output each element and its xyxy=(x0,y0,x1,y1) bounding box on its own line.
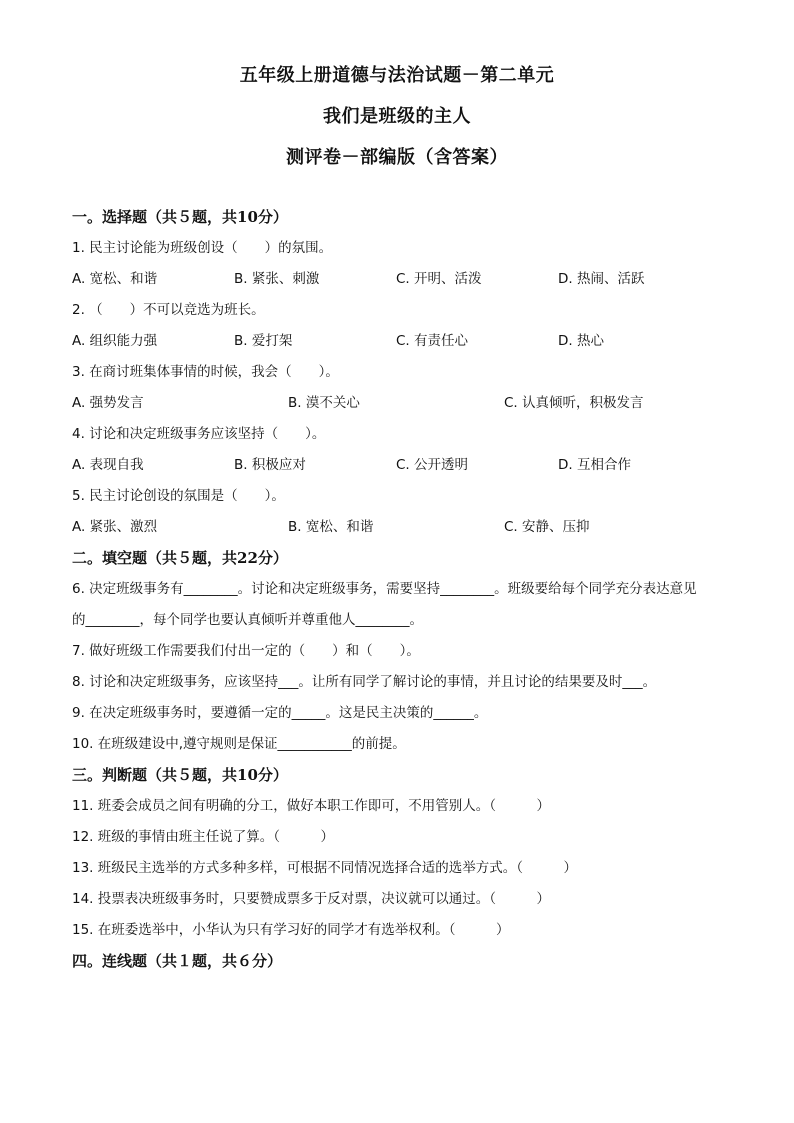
option-c: C. 认真倾听，积极发言 xyxy=(504,395,644,411)
question-8: 8. 讨论和决定班级事务，应该坚持___。让所有同学了解讨论的事情，并且讨论的结果要及时___。 xyxy=(72,674,657,690)
question-6-line-2: 的________，每个同学也要认真倾听并尊重他人________。 xyxy=(72,612,423,628)
option-c: C. 公开透明 xyxy=(396,457,469,473)
option-d: D. 热心 xyxy=(558,333,604,349)
exam-content xyxy=(72,202,722,977)
title-line-2: 我们是班级的主人 xyxy=(323,106,471,127)
option-c: C. 开明、活泼 xyxy=(396,271,482,287)
question-2: 2. （ ）不可以竞选为班长。 xyxy=(72,302,265,318)
option-a: A. 组织能力强 xyxy=(72,333,158,349)
question-12: 12. 班级的事情由班主任说了算。（ ） xyxy=(72,829,335,845)
section-heading-judge: 三。判断题（共５题，共10分） xyxy=(72,766,288,784)
question-1-options xyxy=(72,264,722,295)
option-c: C. 安静、压抑 xyxy=(504,519,590,535)
question-2-options xyxy=(72,326,722,357)
title-block xyxy=(72,0,722,168)
question-1: 1. 民主讨论能为班级创设（ ）的氛围。 xyxy=(72,240,333,256)
option-b: B. 积极应对 xyxy=(234,457,306,473)
option-d: D. 热闹、活跃 xyxy=(558,271,645,287)
question-3-options xyxy=(72,388,722,419)
question-13: 13. 班级民主选举的方式多种多样，可根据不同情况选择合适的选举方式。（ ） xyxy=(72,860,578,876)
option-b: B. 宽松、和谐 xyxy=(288,519,374,535)
option-b: B. 紧张、刺激 xyxy=(234,271,320,287)
question-7: 7. 做好班级工作需要我们付出一定的（ ）和（ ）。 xyxy=(72,643,420,659)
question-14: 14. 投票表决班级事务时，只要赞成票多于反对票，决议就可以通过。（ ） xyxy=(72,891,551,907)
question-5-options xyxy=(72,512,722,543)
option-b: B. 漠不关心 xyxy=(288,395,360,411)
option-a: A. 紧张、激烈 xyxy=(72,519,158,535)
option-a: A. 强势发言 xyxy=(72,395,144,411)
question-11: 11. 班委会成员之间有明确的分工，做好本职工作即可，不用管别人。（ ） xyxy=(72,798,551,814)
section-heading-fill: 二。填空题（共５题，共22分） xyxy=(72,549,288,567)
option-b: B. 爱打架 xyxy=(234,333,293,349)
question-15: 15. 在班委选举中，小华认为只有学习好的同学才有选举权利。（ ） xyxy=(72,922,510,938)
option-a: A. 表现自我 xyxy=(72,457,144,473)
question-10: 10. 在班级建设中,遵守规则是保证___________的前提。 xyxy=(72,736,406,752)
option-d: D. 互相合作 xyxy=(558,457,631,473)
question-5: 5. 民主讨论创设的氛围是（ ）。 xyxy=(72,488,285,504)
question-4-options xyxy=(72,450,722,481)
section-heading-choice: 一。选择题（共５题，共10分） xyxy=(72,208,288,226)
title-line-1: 五年级上册道德与法治试题－第二单元 xyxy=(239,65,555,86)
question-3: 3. 在商讨班集体事情的时候，我会（ ）。 xyxy=(72,364,339,380)
section-heading-match: 四。连线题（共１题，共６分） xyxy=(72,952,283,970)
question-4: 4. 讨论和决定班级事务应该坚持（ ）。 xyxy=(72,426,326,442)
title-line-3: 测评卷－部编版（含答案） xyxy=(286,147,508,168)
option-c: C. 有责任心 xyxy=(396,333,469,349)
option-a: A. 宽松、和谐 xyxy=(72,271,158,287)
question-6-line-1: 6. 决定班级事务有________。讨论和决定班级事务，需要坚持________。班级要给每个同学充分表达意见 xyxy=(72,581,697,597)
question-9: 9. 在决定班级事务时，要遵循一定的_____。这是民主决策的______。 xyxy=(72,705,488,721)
